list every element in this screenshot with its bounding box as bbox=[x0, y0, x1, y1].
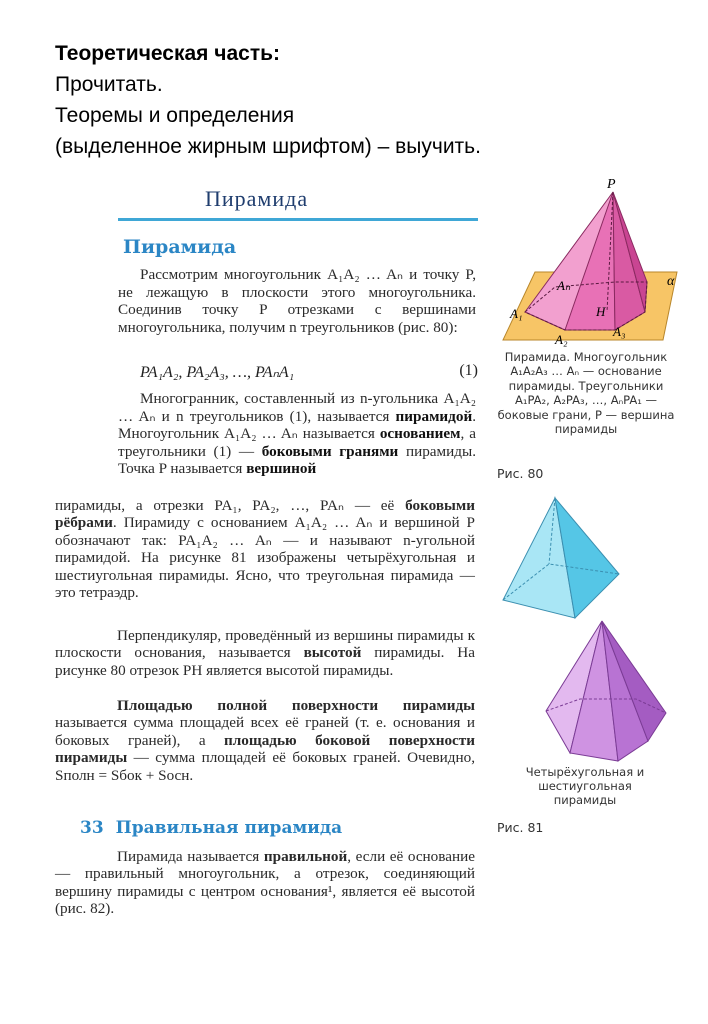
paragraph-1 bbox=[118, 266, 476, 336]
term-lateral-faces: боковыми гранями bbox=[261, 442, 399, 460]
p5-text-1: называется сумма площадей всех её граней (т. е. основания и боковых граней), а bbox=[55, 714, 475, 749]
paragraph-1-text: Рассмотрим многоугольник A₁A₂ … Aₙ и точку P, не лежащую в плоскости этого многоугольника. Соединив точку P отрезками с вершинами многоугольника, получим n треугольников (рис. 80): bbox=[118, 266, 476, 336]
p5-text-2: — сумма площадей её боковых граней. Очевидно, Sполн = Sбок + Sосн. bbox=[55, 749, 475, 784]
section-33-number: 33 bbox=[80, 818, 104, 838]
figure-80-caption: Пирамида. Многоугольник A₁A₂A₃ … Aₙ — основание пирамиды. Треугольники A₁PA₂, A₂PA₃, …, AₙPA₁ — боковые грани, P — вершина пирамиды bbox=[497, 350, 675, 437]
formula-number: (1) bbox=[459, 362, 478, 379]
label-H: H bbox=[596, 304, 606, 319]
label-A1: A₁ bbox=[510, 306, 523, 321]
label-A2: A₂ bbox=[555, 332, 568, 347]
label-An: Aₙ bbox=[557, 278, 571, 293]
label-A3: A₃ bbox=[613, 324, 626, 339]
paragraph-6 bbox=[55, 848, 475, 918]
p3-text-1: пирамиды, а отрезки PA₁, PA₂, …, PAₙ — её bbox=[55, 497, 406, 514]
term-total-surface: Площадью полной поверхности пирамиды bbox=[117, 697, 475, 714]
figure-81-hex-pyramid bbox=[540, 615, 675, 765]
term-regular: правильной bbox=[263, 848, 348, 865]
p2-text-3: , а треугольники (1) — bbox=[118, 425, 476, 460]
term-height: высотой bbox=[303, 644, 362, 662]
lateral-face-front-right bbox=[613, 192, 645, 330]
figure-81-quad-pyramid bbox=[495, 490, 625, 630]
figure-80-ref: Рис. 80 bbox=[497, 466, 544, 481]
paragraph-2 bbox=[118, 390, 476, 478]
figure-81-caption: Четырёхугольная и шестиугольная пирамиды bbox=[525, 765, 645, 807]
term-apex: вершиной bbox=[246, 460, 317, 478]
p3-text-2: . Пирамиду с основанием A₁A₂ … Aₙ и вершиной P обозначают так: PA₁A₂ … Aₙ — и называют n-угольной пирамидой. На рисунке 81 изображены четырёхугольная и шестиугольная пирамиды. Ясно, что треугольная пирамида — это тетраэдр. bbox=[55, 514, 475, 602]
paragraph-5 bbox=[55, 697, 475, 784]
paragraph-4 bbox=[55, 627, 475, 679]
section-title: Пирамида bbox=[123, 236, 237, 258]
slide-title: Теоретическая часть: bbox=[55, 42, 281, 65]
paragraph-3 bbox=[55, 497, 475, 601]
formula-1 bbox=[140, 362, 478, 382]
term-pyramid: пирамидой bbox=[395, 407, 473, 425]
figure-81-ref: Рис. 81 bbox=[497, 820, 544, 835]
p2-text-4: пирамиды. Точка P называется bbox=[118, 442, 477, 478]
slide-line-2: Теоремы и определения bbox=[55, 104, 295, 127]
chapter-underline bbox=[118, 218, 478, 221]
p2-text-1: Многогранник, составленный из n-угольника A₁A₂ … Aₙ и n треугольников (1), называется bbox=[118, 390, 476, 425]
term-lateral-edges: боковыми рёбрами bbox=[55, 497, 475, 532]
slide-line-1: Прочитать. bbox=[55, 73, 163, 96]
p4-text-1: Перпендикуляр, проведённый из вершины пирамиды к плоскости основания, называется bbox=[55, 627, 475, 662]
chapter-title: Пирамида bbox=[205, 186, 309, 211]
p2-text-2: . Многоугольник A₁A₂ … Aₙ называется bbox=[118, 407, 476, 443]
figure-80-pyramid bbox=[495, 172, 685, 350]
p4-text-2: пирамиды. На рисунке 80 отрезок PH является высотой пирамиды. bbox=[55, 644, 475, 679]
label-alpha: α bbox=[667, 274, 675, 289]
slide-line-3: (выделенное жирным шрифтом) – выучить. bbox=[55, 135, 481, 158]
section-33-text: Правильная пирамида bbox=[115, 818, 343, 838]
p6-text-2: , если её основание — правильный многоугольник, а отрезок, соединяющий вершину пирамиды с центром основания¹, является её высотой (рис. 82). bbox=[55, 848, 475, 918]
p6-text-1: Пирамида называется bbox=[117, 848, 264, 865]
term-base: основанием bbox=[379, 425, 461, 443]
term-lateral-surface: площадью боковой поверхности пирамиды bbox=[55, 731, 475, 767]
section-33-title bbox=[80, 818, 342, 838]
label-P: P bbox=[607, 177, 616, 192]
formula-text: PA₁A₂, PA₂A₃, …, PAₙA₁ bbox=[140, 364, 295, 381]
